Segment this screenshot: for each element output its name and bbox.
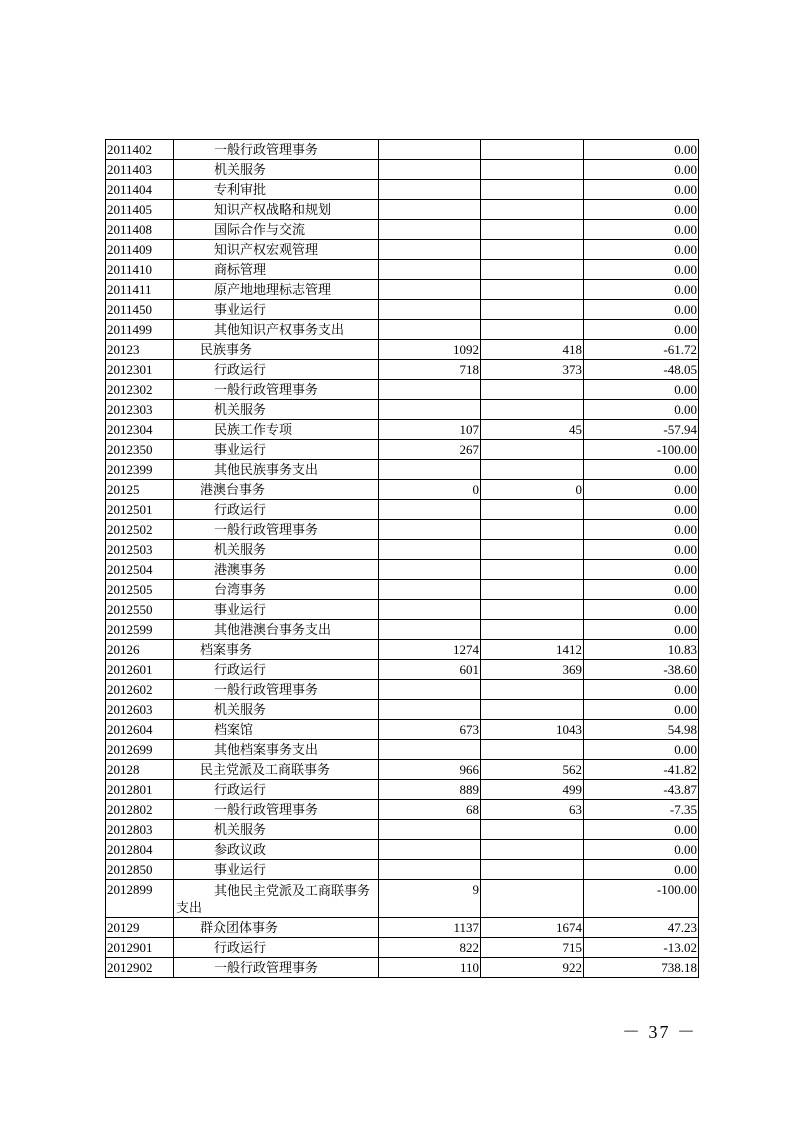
- table-row: [106, 260, 699, 280]
- table-row: [106, 860, 699, 880]
- row-code-cell: 2012502: [106, 520, 174, 540]
- row-code-cell: 2012603: [106, 700, 174, 720]
- table-row: [106, 780, 699, 800]
- row-value-a-cell: [379, 620, 481, 640]
- row-change-cell: 0.00: [584, 320, 699, 340]
- row-change-cell: 54.98: [584, 720, 699, 740]
- row-code-cell: 2012301: [106, 360, 174, 380]
- row-change-cell: 0.00: [584, 540, 699, 560]
- row-value-a-cell: 1274: [379, 640, 481, 660]
- row-name-cell: 一般行政管理事务: [174, 800, 379, 820]
- table-row: [106, 660, 699, 680]
- table-row: [106, 720, 699, 740]
- row-value-b-cell: 369: [481, 660, 584, 680]
- row-change-cell: 0.00: [584, 700, 699, 720]
- row-name-cell: 一般行政管理事务: [174, 380, 379, 400]
- table-row: [106, 800, 699, 820]
- row-code-cell: 2012503: [106, 540, 174, 560]
- row-value-a-cell: 822: [379, 938, 481, 958]
- table-row: [106, 958, 699, 978]
- row-value-b-cell: [481, 560, 584, 580]
- row-name-cell: 民主党派及工商联事务: [174, 760, 379, 780]
- row-change-cell: 0.00: [584, 580, 699, 600]
- row-name-cell: 民族事务: [174, 340, 379, 360]
- row-change-cell: 0.00: [584, 740, 699, 760]
- row-name-cell: 民族工作专项: [174, 420, 379, 440]
- row-code-cell: 20128: [106, 760, 174, 780]
- row-value-a-cell: [379, 380, 481, 400]
- row-code-cell: 2011499: [106, 320, 174, 340]
- table-row: [106, 340, 699, 360]
- row-value-a-cell: 107: [379, 420, 481, 440]
- row-value-b-cell: 1412: [481, 640, 584, 660]
- row-value-b-cell: 715: [481, 938, 584, 958]
- row-change-cell: -100.00: [584, 880, 699, 918]
- row-code-cell: 2012850: [106, 860, 174, 880]
- row-code-cell: 2011402: [106, 140, 174, 160]
- row-name-cell: 行政运行: [174, 780, 379, 800]
- row-value-b-cell: 562: [481, 760, 584, 780]
- row-code-cell: 2012601: [106, 660, 174, 680]
- row-change-cell: 47.23: [584, 918, 699, 938]
- table-row: [106, 600, 699, 620]
- row-code-cell: 2012350: [106, 440, 174, 460]
- row-value-b-cell: 0: [481, 480, 584, 500]
- row-code-cell: 2012803: [106, 820, 174, 840]
- row-change-cell: 738.18: [584, 958, 699, 978]
- row-change-cell: -38.60: [584, 660, 699, 680]
- row-name-cell: 行政运行: [174, 660, 379, 680]
- row-change-cell: -41.82: [584, 760, 699, 780]
- row-change-cell: -13.02: [584, 938, 699, 958]
- row-change-cell: 0.00: [584, 480, 699, 500]
- row-value-b-cell: [481, 860, 584, 880]
- row-value-b-cell: [481, 880, 584, 918]
- row-change-cell: 0.00: [584, 840, 699, 860]
- row-change-cell: 0.00: [584, 220, 699, 240]
- row-value-b-cell: [481, 440, 584, 460]
- table-row: [106, 300, 699, 320]
- row-value-a-cell: [379, 320, 481, 340]
- row-code-cell: 2012302: [106, 380, 174, 400]
- row-value-b-cell: [481, 700, 584, 720]
- row-value-a-cell: [379, 860, 481, 880]
- row-name-cell: 台湾事务: [174, 580, 379, 600]
- row-name-cell: 机关服务: [174, 160, 379, 180]
- row-code-cell: 2011403: [106, 160, 174, 180]
- table-row: [106, 880, 699, 918]
- row-name-cell: 行政运行: [174, 938, 379, 958]
- row-code-cell: 2011410: [106, 260, 174, 280]
- row-value-b-cell: [481, 580, 584, 600]
- row-value-a-cell: 110: [379, 958, 481, 978]
- budget-table: [105, 139, 699, 978]
- row-change-cell: 0.00: [584, 620, 699, 640]
- row-value-a-cell: 267: [379, 440, 481, 460]
- row-change-cell: 0.00: [584, 460, 699, 480]
- table-row: [106, 220, 699, 240]
- table-row: [106, 500, 699, 520]
- row-name-cell: 国际合作与交流: [174, 220, 379, 240]
- row-name-cell: 商标管理: [174, 260, 379, 280]
- row-name-cell: 机关服务: [174, 540, 379, 560]
- table-row: [106, 938, 699, 958]
- row-value-a-cell: [379, 540, 481, 560]
- row-value-a-cell: 9: [379, 880, 481, 918]
- row-value-b-cell: 499: [481, 780, 584, 800]
- row-code-cell: 2012801: [106, 780, 174, 800]
- row-name-cell: 机关服务: [174, 400, 379, 420]
- row-code-cell: 2012399: [106, 460, 174, 480]
- table-row: [106, 360, 699, 380]
- row-value-a-cell: [379, 180, 481, 200]
- row-change-cell: 0.00: [584, 820, 699, 840]
- row-change-cell: 10.83: [584, 640, 699, 660]
- row-value-b-cell: [481, 820, 584, 840]
- table-row: [106, 420, 699, 440]
- row-value-a-cell: 601: [379, 660, 481, 680]
- row-name-cell: 专利审批: [174, 180, 379, 200]
- row-value-a-cell: [379, 280, 481, 300]
- row-value-a-cell: [379, 200, 481, 220]
- row-change-cell: 0.00: [584, 680, 699, 700]
- table-row: [106, 380, 699, 400]
- page-number: － 37 －: [622, 1022, 697, 1042]
- table-row: [106, 140, 699, 160]
- row-name-cell: 一般行政管理事务: [174, 680, 379, 700]
- row-code-cell: 2012501: [106, 500, 174, 520]
- row-value-b-cell: [481, 680, 584, 700]
- row-value-a-cell: 889: [379, 780, 481, 800]
- table-row: [106, 460, 699, 480]
- row-code-cell: 2011409: [106, 240, 174, 260]
- row-code-cell: 2011450: [106, 300, 174, 320]
- row-change-cell: -7.35: [584, 800, 699, 820]
- row-value-b-cell: [481, 460, 584, 480]
- table-row: [106, 700, 699, 720]
- table-row: [106, 540, 699, 560]
- row-name-cell: 档案事务: [174, 640, 379, 660]
- row-value-a-cell: 68: [379, 800, 481, 820]
- table-row: [106, 320, 699, 340]
- row-value-b-cell: [481, 400, 584, 420]
- table-row: [106, 200, 699, 220]
- row-value-b-cell: [481, 220, 584, 240]
- row-value-a-cell: 1137: [379, 918, 481, 938]
- row-code-cell: 2012604: [106, 720, 174, 740]
- row-value-a-cell: [379, 400, 481, 420]
- row-change-cell: 0.00: [584, 180, 699, 200]
- table-row: [106, 400, 699, 420]
- row-name-cell: 机关服务: [174, 700, 379, 720]
- table-row: [106, 918, 699, 938]
- row-value-a-cell: [379, 560, 481, 580]
- row-change-cell: 0.00: [584, 380, 699, 400]
- row-name-cell: 其他知识产权事务支出: [174, 320, 379, 340]
- row-value-a-cell: [379, 500, 481, 520]
- row-name-cell: 其他民族事务支出: [174, 460, 379, 480]
- row-value-a-cell: [379, 700, 481, 720]
- row-name-cell: 其他港澳台事务支出: [174, 620, 379, 640]
- row-value-b-cell: 1674: [481, 918, 584, 938]
- table-row: [106, 580, 699, 600]
- row-value-a-cell: 673: [379, 720, 481, 740]
- row-name-cell: 事业运行: [174, 440, 379, 460]
- row-name-cell: 港澳台事务: [174, 480, 379, 500]
- row-value-a-cell: [379, 600, 481, 620]
- row-value-a-cell: [379, 580, 481, 600]
- row-change-cell: 0.00: [584, 520, 699, 540]
- row-value-b-cell: [481, 260, 584, 280]
- row-value-a-cell: [379, 460, 481, 480]
- row-value-a-cell: [379, 260, 481, 280]
- row-value-a-cell: [379, 160, 481, 180]
- row-change-cell: 0.00: [584, 560, 699, 580]
- budget-table-body: [106, 140, 699, 978]
- row-code-cell: 2011405: [106, 200, 174, 220]
- row-change-cell: -57.94: [584, 420, 699, 440]
- row-change-cell: 0.00: [584, 400, 699, 420]
- row-value-a-cell: [379, 300, 481, 320]
- row-name-cell: 机关服务: [174, 820, 379, 840]
- row-value-b-cell: 63: [481, 800, 584, 820]
- row-value-b-cell: [481, 540, 584, 560]
- row-code-cell: 20125: [106, 480, 174, 500]
- row-code-cell: 2012802: [106, 800, 174, 820]
- row-value-b-cell: [481, 520, 584, 540]
- row-value-a-cell: [379, 820, 481, 840]
- row-value-a-cell: 0: [379, 480, 481, 500]
- row-value-a-cell: 1092: [379, 340, 481, 360]
- row-value-b-cell: [481, 140, 584, 160]
- row-name-cell: 一般行政管理事务: [174, 520, 379, 540]
- row-code-cell: 2012550: [106, 600, 174, 620]
- row-name-cell: 行政运行: [174, 500, 379, 520]
- row-code-cell: 20129: [106, 918, 174, 938]
- row-name-cell: 事业运行: [174, 860, 379, 880]
- row-value-b-cell: [481, 320, 584, 340]
- row-name-cell: 知识产权战略和规划: [174, 200, 379, 220]
- row-change-cell: 0.00: [584, 260, 699, 280]
- row-name-cell: 知识产权宏观管理: [174, 240, 379, 260]
- table-row: [106, 680, 699, 700]
- row-change-cell: -61.72: [584, 340, 699, 360]
- table-row: [106, 560, 699, 580]
- row-change-cell: 0.00: [584, 280, 699, 300]
- row-code-cell: 2012899: [106, 880, 174, 918]
- row-value-a-cell: [379, 520, 481, 540]
- table-row: [106, 840, 699, 860]
- row-value-b-cell: [481, 180, 584, 200]
- row-value-b-cell: 418: [481, 340, 584, 360]
- row-value-a-cell: [379, 840, 481, 860]
- row-name-cell: 事业运行: [174, 300, 379, 320]
- row-change-cell: -43.87: [584, 780, 699, 800]
- table-row: [106, 760, 699, 780]
- row-code-cell: 20126: [106, 640, 174, 660]
- row-value-b-cell: [481, 240, 584, 260]
- row-change-cell: 0.00: [584, 300, 699, 320]
- row-code-cell: 2011411: [106, 280, 174, 300]
- row-value-b-cell: [481, 500, 584, 520]
- row-value-b-cell: 922: [481, 958, 584, 978]
- row-value-b-cell: [481, 620, 584, 640]
- row-value-b-cell: [481, 160, 584, 180]
- row-code-cell: 20123: [106, 340, 174, 360]
- row-change-cell: 0.00: [584, 140, 699, 160]
- row-value-a-cell: 966: [379, 760, 481, 780]
- row-name-cell: 一般行政管理事务: [174, 958, 379, 978]
- row-change-cell: -48.05: [584, 360, 699, 380]
- row-code-cell: 2012804: [106, 840, 174, 860]
- row-value-b-cell: 373: [481, 360, 584, 380]
- row-name-cell: 参政议政: [174, 840, 379, 860]
- row-name-cell: 其他民主党派及工商联事务支出: [174, 880, 379, 918]
- row-value-b-cell: [481, 380, 584, 400]
- row-value-b-cell: [481, 740, 584, 760]
- row-change-cell: 0.00: [584, 500, 699, 520]
- row-change-cell: 0.00: [584, 160, 699, 180]
- row-name-cell: 群众团体事务: [174, 918, 379, 938]
- row-value-b-cell: [481, 200, 584, 220]
- row-code-cell: 2012599: [106, 620, 174, 640]
- row-value-b-cell: [481, 840, 584, 860]
- row-code-cell: 2012504: [106, 560, 174, 580]
- row-name-cell: 事业运行: [174, 600, 379, 620]
- row-value-b-cell: [481, 600, 584, 620]
- row-value-b-cell: 1043: [481, 720, 584, 740]
- row-code-cell: 2011404: [106, 180, 174, 200]
- row-value-b-cell: [481, 300, 584, 320]
- table-row: [106, 480, 699, 500]
- row-code-cell: 2012303: [106, 400, 174, 420]
- row-value-a-cell: [379, 220, 481, 240]
- row-code-cell: 2012901: [106, 938, 174, 958]
- row-value-a-cell: [379, 140, 481, 160]
- row-value-a-cell: 718: [379, 360, 481, 380]
- table-row: [106, 240, 699, 260]
- row-name-cell: 行政运行: [174, 360, 379, 380]
- table-row: [106, 740, 699, 760]
- row-name-cell: 档案馆: [174, 720, 379, 740]
- row-code-cell: 2012304: [106, 420, 174, 440]
- row-code-cell: 2012902: [106, 958, 174, 978]
- row-value-a-cell: [379, 240, 481, 260]
- row-code-cell: 2012602: [106, 680, 174, 700]
- table-row: [106, 180, 699, 200]
- table-row: [106, 160, 699, 180]
- table-row: [106, 640, 699, 660]
- row-change-cell: -100.00: [584, 440, 699, 460]
- row-name-cell: 港澳事务: [174, 560, 379, 580]
- row-value-b-cell: [481, 280, 584, 300]
- table-row: [106, 820, 699, 840]
- row-code-cell: 2011408: [106, 220, 174, 240]
- row-change-cell: 0.00: [584, 200, 699, 220]
- row-change-cell: 0.00: [584, 860, 699, 880]
- row-change-cell: 0.00: [584, 240, 699, 260]
- row-code-cell: 2012699: [106, 740, 174, 760]
- row-name-cell: 一般行政管理事务: [174, 140, 379, 160]
- row-value-b-cell: 45: [481, 420, 584, 440]
- table-row: [106, 620, 699, 640]
- row-name-cell: 原产地地理标志管理: [174, 280, 379, 300]
- row-code-cell: 2012505: [106, 580, 174, 600]
- table-row: [106, 520, 699, 540]
- table-row: [106, 280, 699, 300]
- table-row: [106, 440, 699, 460]
- row-name-cell: 其他档案事务支出: [174, 740, 379, 760]
- row-value-a-cell: [379, 680, 481, 700]
- row-value-a-cell: [379, 740, 481, 760]
- row-change-cell: 0.00: [584, 600, 699, 620]
